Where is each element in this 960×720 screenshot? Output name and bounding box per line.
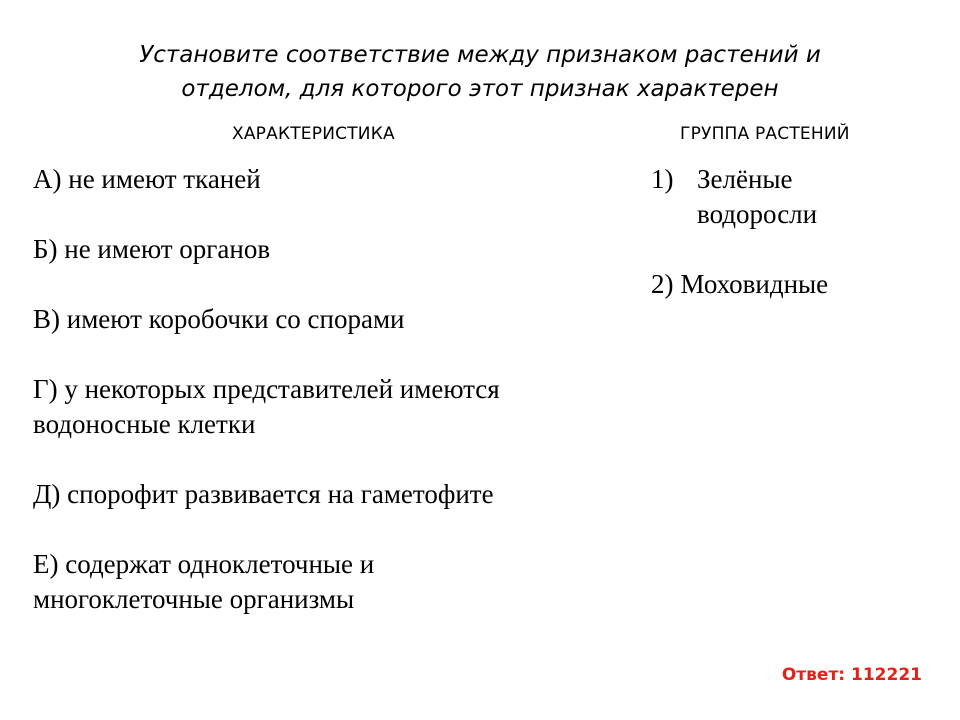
characteristic-item-g bbox=[33, 372, 613, 442]
characteristic-text-cont: многоклеточные организмы bbox=[33, 584, 355, 614]
group-number: 1) bbox=[651, 164, 674, 194]
characteristic-text: Б) не имеют органов bbox=[33, 234, 271, 264]
group-text-line-1: Моховидные bbox=[680, 269, 829, 299]
characteristic-text-cont: водоносные клетки bbox=[33, 409, 256, 439]
characteristics-header: ХАРАКТЕРИСТИКА bbox=[232, 124, 395, 144]
characteristic-item-d bbox=[33, 477, 613, 512]
characteristic-text: В) имеют коробочки со спорами bbox=[33, 304, 405, 334]
group-text-line-2: водоросли bbox=[697, 199, 818, 229]
characteristics-list bbox=[33, 162, 613, 652]
characteristic-item-v bbox=[33, 302, 613, 337]
task-title bbox=[60, 38, 900, 106]
group-text-line-1: Зелёные bbox=[697, 164, 793, 194]
characteristic-text: А) не имеют тканей bbox=[33, 164, 261, 194]
task-title-line-1: Установите соответствие между признаком растений и bbox=[139, 42, 821, 68]
group-item-1 bbox=[651, 162, 941, 232]
task-title-line-2: отделом, для которого этот признак характерен bbox=[181, 76, 779, 102]
characteristic-item-e bbox=[33, 547, 613, 617]
characteristic-text: Г) у некоторых представителей имеются bbox=[33, 374, 500, 404]
characteristic-text: Е) содержат одноклеточные и bbox=[33, 549, 375, 579]
groups-header: ГРУППА РАСТЕНИЙ bbox=[680, 124, 850, 144]
group-number: 2) bbox=[651, 269, 674, 299]
characteristic-item-b bbox=[33, 232, 613, 267]
group-item-2 bbox=[651, 267, 941, 302]
characteristic-item-a bbox=[33, 162, 613, 197]
answer-label: Ответ: 112221 bbox=[781, 665, 922, 685]
characteristic-text: Д) спорофит развивается на гаметофите bbox=[33, 479, 494, 509]
group-text bbox=[697, 162, 817, 232]
plant-groups-list bbox=[651, 162, 941, 337]
group-text bbox=[681, 267, 829, 302]
